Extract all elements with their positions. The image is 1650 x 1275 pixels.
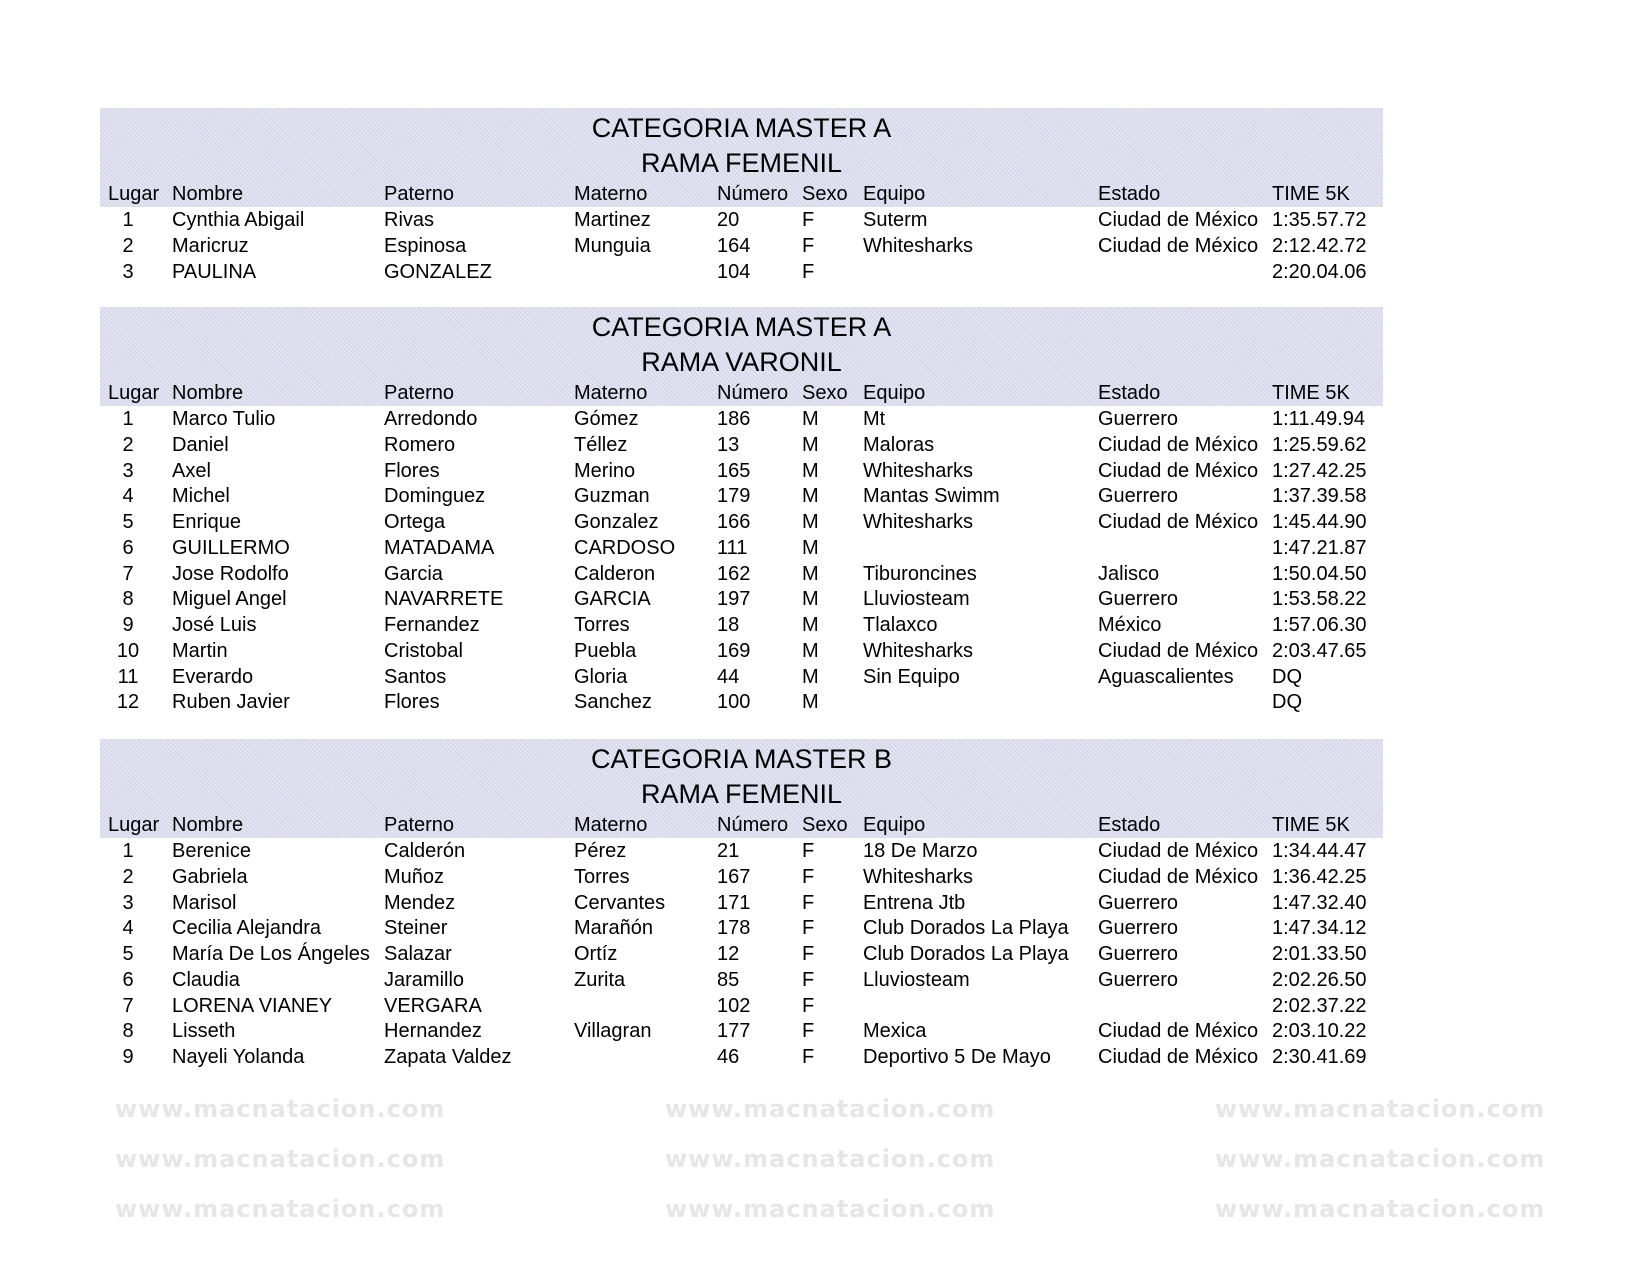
cell-nombre: Marisol [172, 891, 237, 914]
cell-numero: 178 [717, 917, 751, 940]
cell-equipo: 18 De Marzo [863, 840, 978, 862]
header-materno: Materno [574, 183, 648, 205]
watermark-text: www.macnatacion.com [1215, 1145, 1546, 1173]
cell-materno: GARCIA [574, 588, 651, 611]
cell-time: 1:25.59.62 [1272, 433, 1367, 456]
cell-lugar: 1 [122, 209, 134, 231]
cell-nombre: Everardo [172, 665, 254, 688]
watermark-text: www.macnatacion.com [665, 1145, 996, 1173]
cell-time: 2:20.04.06 [1272, 260, 1367, 283]
header-time: TIME 5K [1272, 382, 1350, 404]
cell-time: 1:27.42.25 [1272, 459, 1367, 482]
cell-paterno: Mendez [384, 891, 456, 914]
watermark-text: www.macnatacion.com [115, 1095, 446, 1123]
cell-nombre: PAULINA [172, 260, 257, 283]
cell-equipo: Suterm [863, 209, 928, 231]
cell-materno: Villagran [574, 1020, 652, 1043]
cell-time: 1:47.32.40 [1272, 891, 1367, 914]
table-row [100, 915, 1383, 941]
cell-paterno: Romero [384, 433, 456, 456]
cell-materno: Zurita [574, 968, 626, 991]
column-header-row [100, 380, 1383, 406]
cell-paterno: Flores [384, 459, 440, 482]
table-row [100, 1018, 1383, 1044]
cell-sexo: F [802, 943, 815, 965]
cell-lugar: 8 [122, 588, 134, 611]
cell-equipo: Tiburoncines [863, 562, 977, 585]
cell-equipo: Deportivo 5 De Mayo [863, 1046, 1051, 1068]
header-time: TIME 5K [1272, 183, 1350, 205]
watermark-text: www.macnatacion.com [665, 1095, 996, 1123]
cell-paterno: Steiner [384, 917, 448, 940]
cell-sexo: M [802, 562, 819, 585]
cell-materno: Gloria [574, 665, 628, 688]
cell-estado: Ciudad de México [1098, 234, 1259, 257]
cell-numero: 162 [717, 562, 751, 585]
cell-time: 1:34.44.47 [1272, 840, 1367, 862]
cell-estado: Ciudad de México [1098, 459, 1259, 482]
cell-estado: Ciudad de México [1098, 209, 1259, 231]
cell-lugar: 2 [122, 234, 134, 257]
cell-lugar: 2 [122, 433, 134, 456]
cell-nombre: Ruben Javier [172, 691, 290, 714]
cell-paterno: VERGARA [384, 994, 482, 1017]
cell-equipo: Club Dorados La Playa [863, 943, 1069, 965]
cell-estado: Guerrero [1098, 485, 1179, 508]
cell-estado: Ciudad de México [1098, 639, 1259, 662]
cell-sexo: M [802, 614, 819, 636]
branch-title: RAMA FEMENIL [640, 148, 843, 178]
cell-lugar: 5 [122, 511, 134, 533]
cell-time: 2:03.47.65 [1272, 639, 1367, 662]
category-title: CATEGORIA MASTER A [591, 312, 892, 342]
cell-time: 1:53.58.22 [1272, 588, 1367, 611]
header-paterno: Paterno [384, 382, 455, 404]
table-row [100, 509, 1383, 535]
cell-estado: Ciudad de México [1098, 865, 1259, 888]
cell-lugar: 9 [122, 1046, 134, 1068]
cell-numero: 13 [717, 433, 740, 456]
cell-equipo: Whitesharks [863, 639, 974, 662]
cell-lugar: 7 [122, 994, 134, 1017]
table-row [100, 967, 1383, 993]
column-header-row [100, 181, 1383, 207]
header-time: TIME 5K [1272, 814, 1350, 836]
cell-time: 1:47.34.12 [1272, 917, 1367, 940]
table-row [100, 1044, 1383, 1070]
cell-paterno: Fernandez [384, 614, 480, 636]
header-materno: Materno [574, 814, 648, 836]
branch-title: RAMA VARONIL [641, 347, 842, 377]
table-row [100, 689, 1383, 715]
table-row [100, 664, 1383, 690]
cell-numero: 111 [717, 536, 748, 559]
header-numero: Número [717, 814, 789, 836]
cell-numero: 169 [717, 639, 751, 662]
table-row [100, 259, 1383, 285]
cell-materno: Guzman [574, 485, 650, 508]
cell-sexo: F [802, 865, 815, 888]
header-sexo: Sexo [802, 183, 848, 205]
cell-paterno: Santos [384, 665, 447, 688]
cell-nombre: Lisseth [172, 1020, 236, 1043]
cell-sexo: F [802, 234, 815, 257]
table-row [100, 941, 1383, 967]
cell-estado: Jalisco [1098, 562, 1160, 585]
cell-nombre: Daniel [172, 433, 229, 456]
cell-paterno: Jaramillo [384, 968, 465, 991]
cell-time: 1:47.21.87 [1272, 536, 1367, 559]
cell-sexo: F [802, 1046, 815, 1068]
cell-nombre: Jose Rodolfo [172, 562, 289, 585]
cell-paterno: Muñoz [384, 865, 445, 888]
cell-time: DQ [1272, 665, 1302, 688]
cell-lugar: 4 [122, 917, 134, 940]
cell-paterno: Rivas [384, 209, 435, 231]
cell-time: 2:01.33.50 [1272, 943, 1367, 965]
cell-time: 2:30.41.69 [1272, 1046, 1367, 1068]
cell-paterno: Ortega [384, 511, 446, 533]
header-sexo: Sexo [802, 814, 848, 836]
table-row [100, 535, 1383, 561]
cell-estado: Guerrero [1098, 943, 1179, 965]
cell-numero: 164 [717, 234, 751, 257]
cell-equipo: Mt [863, 408, 886, 430]
cell-sexo: M [802, 691, 819, 714]
header-materno: Materno [574, 382, 648, 404]
cell-materno: Gonzalez [574, 511, 659, 533]
cell-lugar: 2 [122, 865, 134, 888]
table-row [100, 483, 1383, 509]
cell-time: 1:45.44.90 [1272, 511, 1367, 533]
cell-sexo: M [802, 588, 819, 611]
cell-equipo: Lluviosteam [863, 968, 970, 991]
cell-materno: Calderon [574, 562, 656, 585]
cell-equipo: Club Dorados La Playa [863, 917, 1069, 940]
branch-title: RAMA FEMENIL [640, 779, 843, 809]
cell-nombre: Marco Tulio [172, 408, 276, 430]
cell-paterno: Dominguez [384, 485, 486, 508]
table-row [100, 890, 1383, 916]
cell-sexo: F [802, 1020, 815, 1043]
cell-lugar: 9 [122, 614, 134, 636]
cell-numero: 179 [717, 485, 751, 508]
cell-time: 1:50.04.50 [1272, 562, 1367, 585]
table-row [100, 612, 1383, 638]
cell-estado: Ciudad de México [1098, 433, 1259, 456]
cell-numero: 46 [717, 1046, 740, 1068]
cell-materno: Téllez [574, 433, 628, 456]
cell-nombre: Axel [172, 459, 211, 482]
cell-equipo: Maloras [863, 433, 935, 456]
header-estado: Estado [1098, 814, 1161, 836]
cell-lugar: 7 [122, 562, 134, 585]
table-row [100, 561, 1383, 587]
header-equipo: Equipo [863, 814, 926, 836]
cell-lugar: 8 [122, 1020, 134, 1043]
header-lugar: Lugar [108, 183, 160, 205]
header-paterno: Paterno [384, 814, 455, 836]
cell-paterno: Garcia [384, 562, 443, 585]
cell-lugar: 6 [122, 536, 134, 559]
cell-numero: 44 [717, 665, 740, 688]
cell-materno: Marañón [574, 917, 653, 940]
cell-nombre: José Luis [172, 614, 257, 636]
cell-equipo: Whitesharks [863, 511, 974, 533]
cell-sexo: F [802, 840, 815, 862]
cell-paterno: Cristobal [384, 639, 463, 662]
cell-estado: Guerrero [1098, 891, 1179, 914]
category-title: CATEGORIA MASTER B [590, 744, 893, 774]
header-numero: Número [717, 382, 789, 404]
header-equipo: Equipo [863, 382, 926, 404]
cell-materno: Torres [574, 865, 630, 888]
cell-time: DQ [1272, 691, 1302, 714]
cell-sexo: F [802, 260, 815, 283]
cell-estado: Guerrero [1098, 588, 1179, 611]
table-row [100, 432, 1383, 458]
cell-sexo: F [802, 917, 815, 940]
cell-lugar: 1 [122, 840, 134, 862]
cell-nombre: Cynthia Abigail [172, 209, 305, 231]
cell-numero: 12 [717, 943, 740, 965]
cell-numero: 167 [717, 865, 751, 888]
cell-lugar: 3 [122, 260, 134, 283]
header-nombre: Nombre [172, 382, 244, 404]
header-paterno: Paterno [384, 183, 455, 205]
cell-estado: Aguascalientes [1098, 665, 1234, 688]
cell-materno: Ortíz [574, 943, 618, 965]
watermark-text: www.macnatacion.com [115, 1145, 446, 1173]
cell-nombre: María De Los Ángeles [172, 943, 370, 965]
header-nombre: Nombre [172, 814, 244, 836]
header-estado: Estado [1098, 183, 1161, 205]
cell-equipo: Whitesharks [863, 865, 974, 888]
cell-materno: Torres [574, 614, 630, 636]
cell-time: 1:35.57.72 [1272, 209, 1367, 231]
cell-time: 1:11.49.94 [1272, 408, 1366, 430]
header-nombre: Nombre [172, 183, 244, 205]
cell-paterno: NAVARRETE [384, 588, 504, 611]
table-row [100, 406, 1383, 432]
cell-nombre: GUILLERMO [172, 536, 290, 559]
cell-equipo: Mexica [863, 1020, 927, 1043]
cell-numero: 104 [717, 260, 751, 283]
cell-materno: Pérez [574, 840, 627, 862]
cell-lugar: 4 [122, 485, 134, 508]
watermark-text: www.macnatacion.com [665, 1195, 996, 1223]
watermark-text: www.macnatacion.com [1215, 1195, 1546, 1223]
table-row [100, 993, 1383, 1019]
cell-estado: Guerrero [1098, 408, 1179, 430]
header-lugar: Lugar [108, 814, 160, 836]
cell-nombre: Berenice [172, 840, 251, 862]
cell-equipo: Sin Equipo [863, 665, 960, 688]
cell-estado: Ciudad de México [1098, 840, 1259, 862]
cell-estado: Guerrero [1098, 968, 1179, 991]
cell-lugar: 11 [117, 665, 139, 688]
cell-nombre: LORENA VIANEY [172, 994, 333, 1017]
cell-numero: 100 [717, 691, 751, 714]
cell-time: 2:03.10.22 [1272, 1020, 1367, 1043]
header-equipo: Equipo [863, 183, 926, 205]
cell-nombre: Martin [172, 639, 228, 662]
cell-equipo: Entrena Jtb [863, 891, 966, 914]
table-row [100, 207, 1383, 233]
cell-materno: Merino [574, 459, 636, 482]
cell-numero: 186 [717, 408, 751, 430]
cell-numero: 102 [717, 994, 751, 1017]
cell-nombre: Miguel Angel [172, 588, 287, 611]
cell-numero: 20 [717, 209, 740, 231]
cell-paterno: Espinosa [384, 234, 467, 257]
cell-equipo: Lluviosteam [863, 588, 970, 611]
table-row [100, 838, 1383, 864]
cell-equipo: Mantas Swimm [863, 485, 1000, 508]
cell-equipo: Tlalaxco [863, 614, 938, 636]
cell-materno: Cervantes [574, 891, 666, 914]
category-title: CATEGORIA MASTER A [591, 113, 892, 143]
cell-lugar: 6 [122, 968, 134, 991]
cell-time: 1:37.39.58 [1272, 485, 1367, 508]
cell-nombre: Michel [172, 485, 230, 508]
cell-materno: Munguia [574, 234, 651, 257]
cell-paterno: Hernandez [384, 1020, 482, 1043]
table-row [100, 638, 1383, 664]
cell-equipo: Whitesharks [863, 234, 974, 257]
watermark-text: www.macnatacion.com [115, 1195, 446, 1223]
table-row [100, 586, 1383, 612]
cell-sexo: F [802, 968, 815, 991]
cell-nombre: Nayeli Yolanda [172, 1046, 305, 1068]
cell-sexo: M [802, 433, 819, 456]
cell-sexo: M [802, 536, 819, 559]
cell-materno: Sanchez [574, 691, 652, 714]
cell-estado: México [1098, 614, 1162, 636]
cell-sexo: M [802, 485, 819, 508]
cell-materno: CARDOSO [574, 536, 676, 559]
cell-estado: Ciudad de México [1098, 511, 1259, 533]
cell-sexo: M [802, 665, 819, 688]
cell-lugar: 12 [116, 691, 140, 714]
cell-paterno: Salazar [384, 943, 452, 965]
cell-paterno: Arredondo [384, 408, 478, 430]
cell-time: 2:12.42.72 [1272, 234, 1367, 257]
cell-sexo: F [802, 994, 815, 1017]
header-lugar: Lugar [108, 382, 160, 404]
cell-numero: 177 [717, 1020, 751, 1043]
cell-sexo: F [802, 209, 815, 231]
cell-nombre: Gabriela [172, 865, 248, 888]
cell-materno: Puebla [574, 639, 637, 662]
cell-estado: Ciudad de México [1098, 1046, 1259, 1068]
cell-numero: 21 [717, 840, 740, 862]
cell-paterno: GONZALEZ [384, 260, 492, 283]
watermark-text: www.macnatacion.com [1215, 1095, 1546, 1123]
cell-time: 1:36.42.25 [1272, 865, 1367, 888]
cell-paterno: Zapata Valdez [384, 1046, 512, 1068]
cell-numero: 197 [717, 588, 751, 611]
cell-time: 1:57.06.30 [1272, 614, 1367, 636]
cell-lugar: 3 [122, 459, 134, 482]
cell-lugar: 1 [122, 408, 134, 430]
cell-nombre: Enrique [172, 511, 241, 533]
cell-paterno: Calderón [384, 840, 466, 862]
cell-sexo: F [802, 891, 815, 914]
cell-paterno: Flores [384, 691, 440, 714]
header-estado: Estado [1098, 382, 1161, 404]
table-row [100, 458, 1383, 484]
cell-estado: Ciudad de México [1098, 1020, 1259, 1043]
cell-estado: Guerrero [1098, 917, 1179, 940]
column-header-row [100, 812, 1383, 838]
cell-numero: 18 [717, 614, 740, 636]
header-sexo: Sexo [802, 382, 848, 404]
cell-numero: 85 [717, 968, 740, 991]
header-numero: Número [717, 183, 789, 205]
cell-lugar: 5 [122, 943, 134, 965]
table-row [100, 864, 1383, 890]
cell-materno: Martinez [574, 209, 651, 231]
cell-time: 2:02.37.22 [1272, 994, 1367, 1017]
cell-sexo: M [802, 639, 819, 662]
cell-lugar: 10 [116, 639, 140, 662]
cell-lugar: 3 [122, 891, 134, 914]
cell-sexo: M [802, 511, 819, 533]
cell-nombre: Maricruz [172, 234, 249, 257]
cell-time: 2:02.26.50 [1272, 968, 1367, 991]
cell-paterno: MATADAMA [384, 536, 495, 559]
cell-nombre: Cecilia Alejandra [172, 917, 321, 940]
cell-numero: 166 [717, 511, 751, 533]
cell-nombre: Claudia [172, 968, 240, 991]
cell-sexo: M [802, 408, 819, 430]
cell-materno: Gómez [574, 408, 639, 430]
cell-equipo: Whitesharks [863, 459, 974, 482]
cell-numero: 171 [717, 891, 751, 914]
cell-numero: 165 [717, 459, 751, 482]
cell-sexo: M [802, 459, 819, 482]
table-row [100, 233, 1383, 259]
